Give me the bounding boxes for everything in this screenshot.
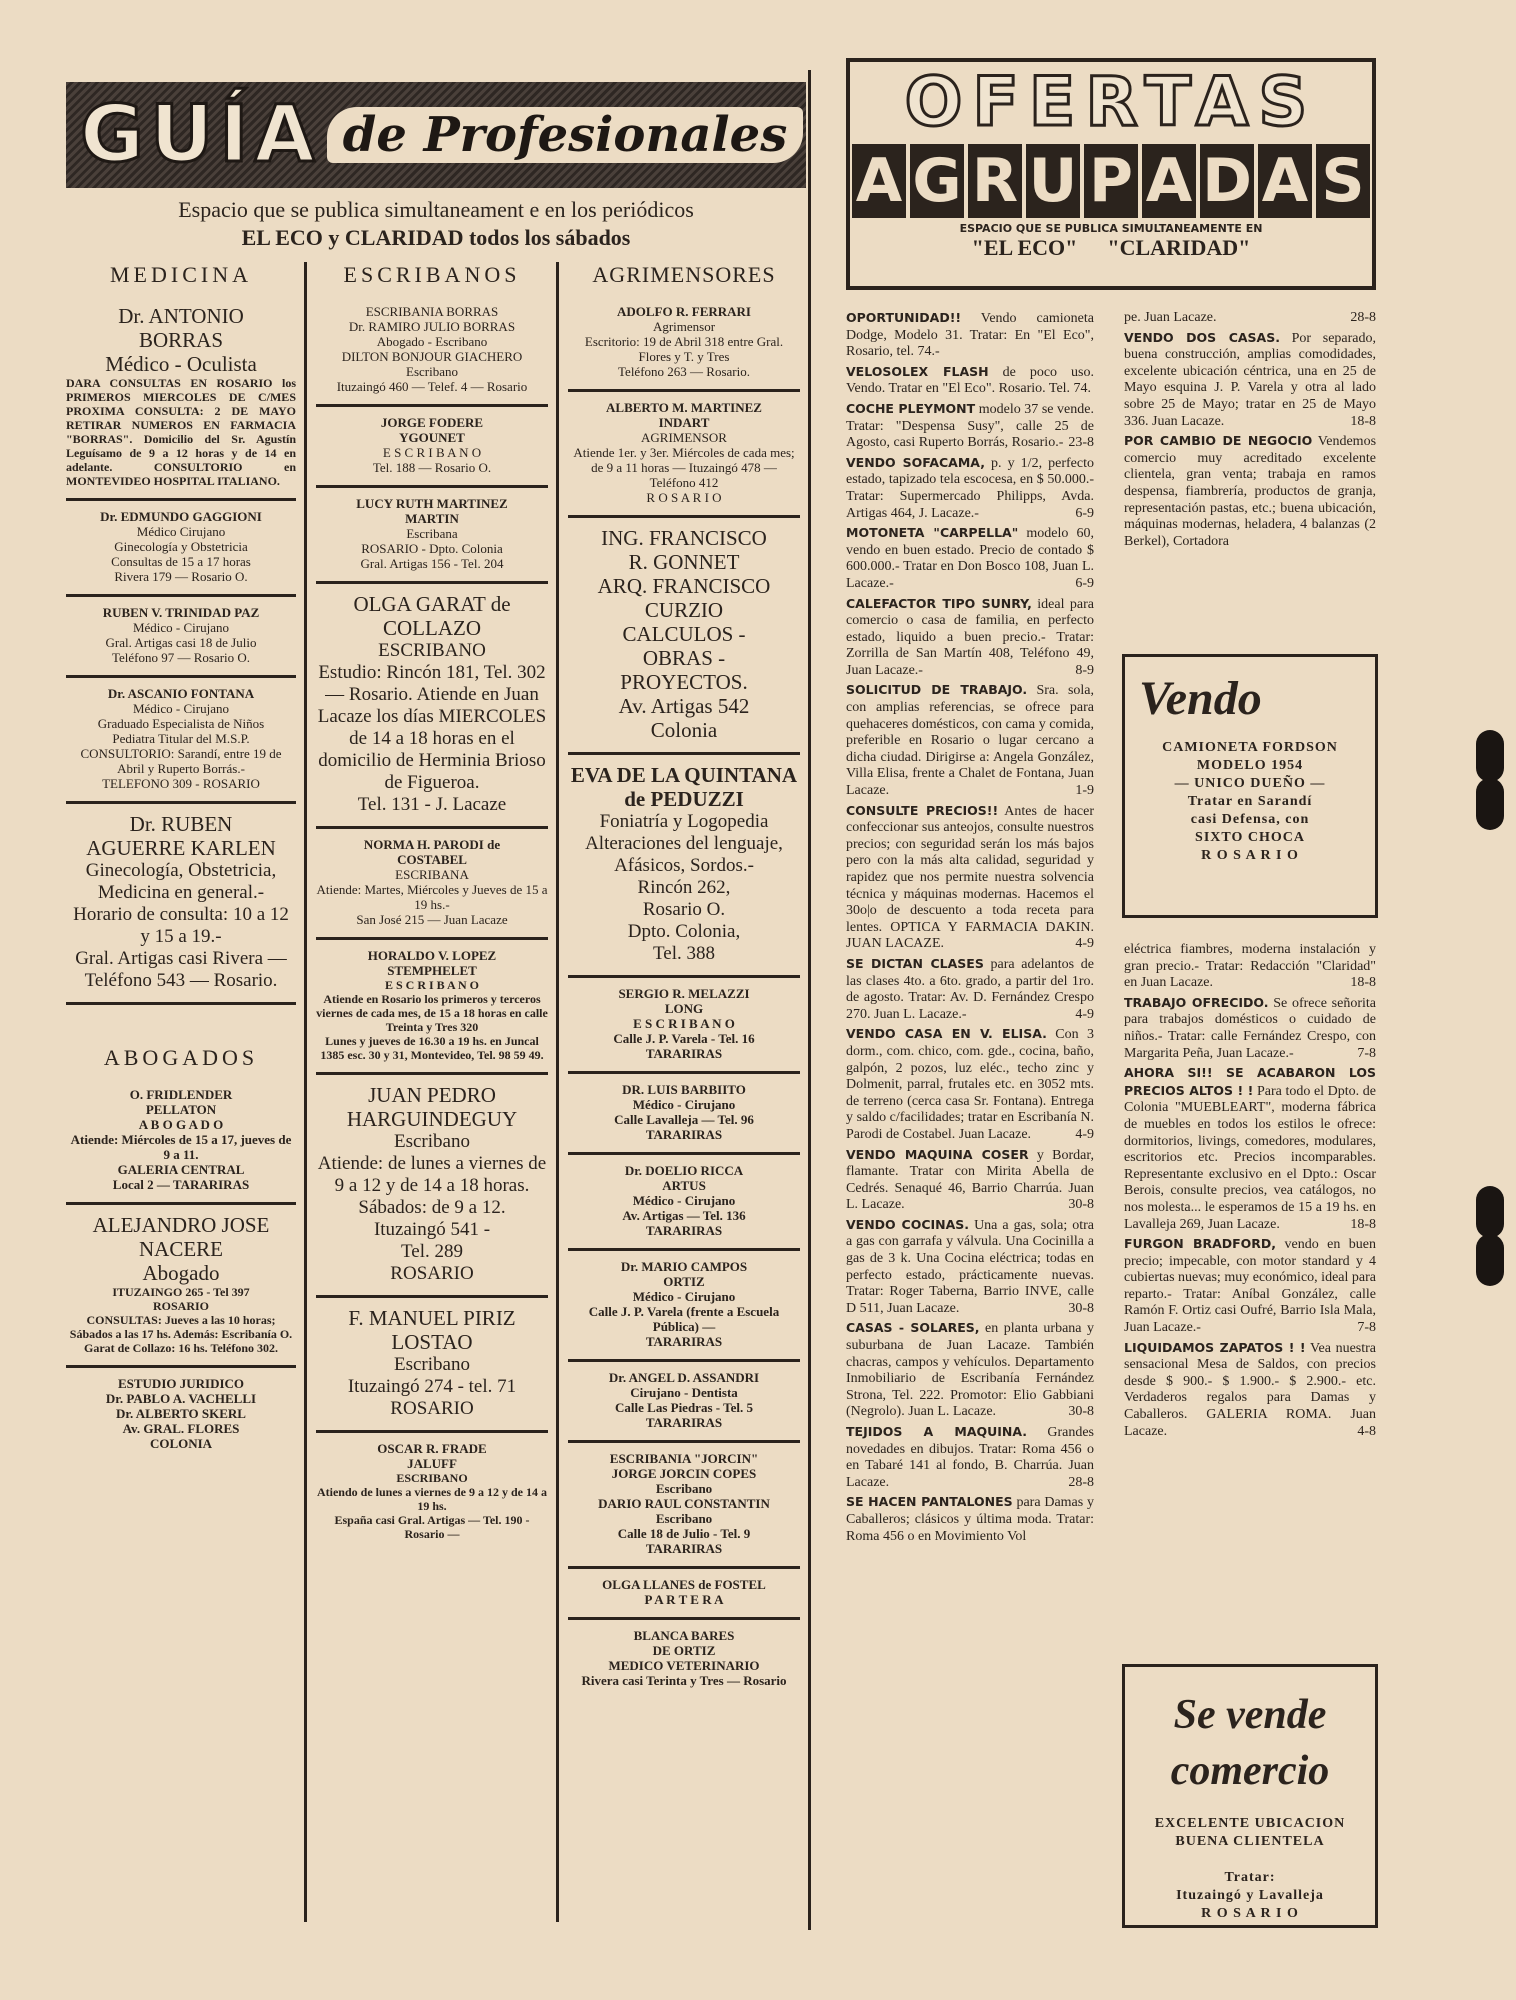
classified-keyword: CASAS - SOLARES,	[846, 1320, 980, 1336]
classified-ad	[1124, 330, 1376, 431]
classified-ad	[1124, 942, 1376, 992]
listing-entry	[568, 296, 800, 392]
listing-name: EVA DE LA QUINTANA de PEDUZZI	[570, 763, 798, 811]
listing-entry	[66, 1079, 296, 1205]
listing-name: Dr. ASCANIO FONTANA	[107, 686, 255, 701]
listing-name: ESTUDIO JURIDICO	[117, 1376, 245, 1391]
classified-ref: 18-8	[1350, 1216, 1376, 1232]
listing-body: Médico - Cirujano Gral. Artigas casi 18 de Julio Teléfono 97 — Rosario O.	[105, 620, 257, 665]
listing-name: DR. LUIS BARBIITO	[622, 1082, 746, 1097]
classified-keyword: POR CAMBIO DE NEGOCIO	[1124, 433, 1313, 449]
classified-text: vendo en buen precio; impecable, con motor standard y 4 cubiertas nuevas; muy económico, ideal para reparto.- Tratar: Aníbal González, calle Ramón F. Ortiz casi Oufré, Barrio Isla Mala, Juan Lacaze.-	[1124, 1237, 1376, 1336]
agrupadas-letter: D	[1200, 144, 1254, 218]
listing-body: A B O G A D O Atiende: Miércoles de 15 a 17, jueves de 9 a 11. GALERIA CENTRAL Local 2 — TARARIRAS	[70, 1117, 292, 1192]
listing-name: ADOLFO R. FERRARI	[617, 304, 751, 319]
listing-name: SERGIO R. MELAZZI LONG	[618, 986, 750, 1016]
classified-keyword: TEJIDOS A MAQUINA.	[846, 1424, 1028, 1439]
classified-keyword: VENDO DOS CASAS.	[1124, 329, 1280, 345]
listing-body: P A R T E R A	[644, 1592, 724, 1607]
classified-ad	[846, 1026, 1094, 1143]
listing-entry	[316, 1075, 548, 1298]
agrupadas-letter: A	[1142, 144, 1196, 218]
classified-ref: 23-8	[1068, 435, 1094, 451]
agrupadas-letter: A	[852, 144, 906, 218]
listing-name: ALEJANDRO JOSE NACERE	[92, 1213, 270, 1261]
listing-body: MEDICO VETERINARIO Rivera casi Terinta y Tres — Rosario	[581, 1658, 787, 1688]
listing-name: OLGA LLANES de FOSTEL	[602, 1577, 766, 1592]
guia-subtitle-line2: EL ECO y CLARIDAD todos los sábados	[241, 225, 631, 250]
listing-entry	[568, 1251, 800, 1362]
listing-entry	[66, 678, 296, 804]
listing-entry	[316, 1298, 548, 1433]
agrupadas-letter: A	[1258, 144, 1312, 218]
listing-entry	[568, 518, 800, 755]
agrupadas-letter: U	[1026, 144, 1080, 218]
classified-text: Sra. sola, con amplias referencias, se ofrece para quehaceres domésticos, con cama y comida, preferible en Rosario o lugar cercano a dicha ciudad. Dirigirse a: Angela González, Villa Elisa, frente a Chalet de Fontana, Juan Lacaze.	[846, 683, 1094, 799]
ofertas-title: OFERTAS	[904, 63, 1318, 142]
listing-body: ESCRIBANO Atiendo de lunes a viernes de 9 a 12 y de 14 a 19 hs. España casi Gral. Artigas — Tel. 190 - Rosario —	[316, 1471, 547, 1541]
listing-body: Escribano	[394, 1131, 470, 1152]
classified-ref: 7-8	[1357, 1320, 1376, 1336]
listing-entry	[316, 407, 548, 488]
classifieds-column-1	[846, 310, 1094, 1548]
classified-text: Vendo camioneta Dodge, Modelo 31. Tratar: En "El Eco", Rosario, tel. 74.-	[846, 311, 1094, 360]
listing-body: Escribana ROSARIO - Dpto. Colonia Gral. Artigas 156 - Tel. 204	[360, 526, 504, 571]
classifieds-column-2-top	[1124, 310, 1376, 553]
ofertas-note: ESPACIO QUE SE PUBLICA SIMULTANEAMENTE EN	[959, 222, 1263, 235]
listing-body: Foniatría y Logopedia Alteraciones del lenguaje, Afásicos, Sordos.- Rincón 262, Rosario O. Dpto. Colonia, Tel. 388	[585, 811, 783, 964]
classified-keyword: SE HACEN PANTALONES	[846, 1494, 1013, 1510]
listing-body: Médico - Cirujano Graduado Especialista de Niños Pediatra Titular del M.S.P. CONSULTORIO: Sarandí, entre 19 de Abril y Ruperto Borrás.- TELEFONO 309 - ROSARIO	[80, 701, 282, 791]
classified-keyword: COCHE PLEYMONT	[846, 400, 976, 416]
listing-extra: DARA CONSULTAS EN ROSARIO los PRIMEROS MIERCOLES DE C/MES PROXIMA CONSULTA: 2 DE MAYO RETIRAR NUMEROS EN FARMACIA "BORRAS". Domicilio del Sr. Agustín Leguísamo de 9 a 12 horas y de 14 en adelante. CONSULTORIO en MONTEVIDEO HOSPITAL ITALIANO.	[66, 376, 296, 488]
listing-name: RUBEN V. TRINIDAD PAZ	[102, 605, 260, 620]
classified-keyword: FURGON BRADFORD,	[1124, 1236, 1277, 1252]
agrupadas-letter: G	[910, 144, 964, 218]
listing-name: JUAN PEDRO HARGUINDEGUY	[346, 1083, 518, 1131]
agrupadas-letter: S	[1316, 144, 1370, 218]
listing-extra: ITUZAINGO 265 - Tel 397 ROSARIO CONSULTAS: Jueves a las 10 horas; Sábados a las 17 hs. Además: Escribanía O. Garat de Collazo: 16 hs. Teléfono 302.	[69, 1285, 293, 1355]
listing-body: E S C R I B A N O Atiende en Rosario los primeros y terceros viernes de cada mes, de 15 a 18 horas en calle Treinta y Tres 320 Lunes y jueves de 16.30 a 19 hs. en Juncal 1385 esc. 30 y 31, Montevideo, Tel. 98 59 49.	[316, 978, 548, 1062]
guia-subtitle	[66, 196, 806, 252]
classified-ref: 8-9	[1075, 662, 1094, 678]
ad-se-vende-comercio	[1122, 1664, 1378, 1928]
classified-ad	[846, 364, 1094, 398]
listing-body: Ginecología, Obstetricia, Medicina en general.- Horario de consulta: 10 a 12 y 15 a 19.- Gral. Artigas casi Rivera — Teléfono 543 — Rosario.	[73, 860, 289, 991]
listing-name: Dr. ANTONIO BORRAS	[118, 304, 244, 352]
listing-body: Agrimensor Escritorio: 19 de Abril 318 entre Gral. Flores y T. y Tres Teléfono 263 — Rosario.	[584, 319, 784, 379]
paper-el-eco: "EL ECO"	[971, 235, 1078, 260]
ad-comercio-text: EXCELENTE UBICACION BUENA CLIENTELA Tratar: Ituzaingó y Lavalleja R O S A R I O	[1154, 1816, 1346, 1921]
listing-entry	[66, 1205, 296, 1368]
listing-entry	[316, 488, 548, 584]
classified-ad	[1124, 433, 1376, 550]
listing-body: Médico - Oculista	[105, 352, 257, 376]
listing-entry	[568, 1155, 800, 1251]
classified-text: Con 3 dorm., com. chico, com. gde., cocina, baño, galpón, 2 pozos, luz eléc., techo zinc y Dolmenit, parral, frutales etc. en 3052 mts. de terreno (cerca casa Sr. Fontana). Entrega y saldo c/facilidades; tratar en Escribanía N. Parodi de Costabel. Juan Lacaze.	[846, 1027, 1095, 1142]
agrimensores-column	[568, 262, 800, 1698]
classified-text: y Bordar, flamante. Tratar con Mirita Abella de Cedrés. Senaqué 46, Barrio Charrúa. Juan L. Lacaze.	[846, 1147, 1094, 1213]
listing-extra: Atiende: de lunes a viernes de 9 a 12 y de 14 a 18 horas. Sábados: de 9 a 12. Ituzaingó 541 - Tel. 289 ROSARIO	[317, 1153, 547, 1284]
listing-name: OSCAR R. FRADE JALUFF	[377, 1441, 487, 1471]
listing-name: Dr. MARIO CAMPOS ORTIZ	[620, 1259, 748, 1289]
listing-entry	[316, 940, 548, 1075]
agrimensores-heading: AGRIMENSORES	[592, 262, 776, 287]
classified-keyword: TRABAJO OFRECIDO.	[1124, 994, 1269, 1010]
ad-comercio-title: Se vende comercio	[1170, 1692, 1330, 1794]
classified-ref: 7-8	[1357, 1045, 1376, 1061]
listing-name: ING. FRANCISCO R. GONNET ARQ. FRANCISCO CURZIO	[597, 526, 771, 622]
classifieds-column-2-middle	[1124, 942, 1376, 1443]
ad-vendo-title: Vendo	[1139, 672, 1262, 725]
listing-name: F. MANUEL PIRIZ LOSTAO	[348, 1306, 516, 1354]
classified-text: para Damas y Caballeros; clásicos y última moda. Tratar: Roma 456 o en Movimiento Vol	[846, 1495, 1095, 1544]
agrupadas-letter: R	[968, 144, 1022, 218]
classified-text: ideal para comercio o casa de familia, en perfecto estado, liquido a buen precio.- Tratar: Zorrilla de San Martín 408, Teléfono 49, Juan Lacaze.-	[846, 596, 1095, 678]
classified-ad	[846, 455, 1094, 522]
classified-ref: 4-9	[1075, 1126, 1094, 1142]
listing-name: NORMA H. PARODI de COSTABEL	[363, 837, 501, 867]
classified-keyword: SE DICTAN CLASES	[846, 955, 984, 971]
listing-body: CALCULOS - OBRAS - PROYECTOS. Av. Artigas 542 Colonia	[618, 622, 750, 742]
classified-ref: 4-9	[1075, 1006, 1094, 1022]
classified-text: modelo 60, vendo en buen estado. Precio de contado $ 600.000.- Tratar en Don Bosco 108, Juan L. Lacaze.-	[846, 526, 1094, 591]
classified-ad	[1124, 1340, 1376, 1441]
column-rule	[556, 262, 559, 1922]
listing-body: E S C R I B A N O Calle J. P. Varela - Tel. 16 TARARIRAS	[613, 1016, 755, 1061]
listing-entry	[568, 1443, 800, 1569]
listing-entry	[316, 296, 548, 407]
guia-title-word: GUÍA	[80, 90, 321, 180]
ad-vendo-text: CAMIONETA FORDSON MODELO 1954 — UNICO DUEÑO — Tratar en Sarandí casi Defensa, con SIXTO CHOCA R O S A R I O	[1162, 740, 1338, 863]
classified-keyword: AHORA SI!! SE ACABARON LOS PRECIOS ALTOS ! !	[1124, 1065, 1376, 1098]
escribanos-column	[316, 262, 548, 1551]
escribanos-heading: ESCRIBANOS	[343, 262, 521, 287]
classified-ad	[846, 956, 1094, 1023]
column-rule	[304, 262, 307, 1922]
listing-body: Abogado	[142, 1261, 220, 1285]
classified-text: pe. Juan Lacaze.	[1124, 310, 1217, 325]
classified-ad	[846, 525, 1094, 592]
binder-hole	[1476, 730, 1504, 782]
binder-hole	[1476, 1234, 1504, 1286]
listing-entry	[316, 584, 548, 829]
classified-text: p. y 1/2, perfecto estado, tapizado tela escocesa, en $ 50.000.- Tratar: Supermercado Philipps, Avda. Artigas 464, J. Lacaze.-	[846, 455, 1094, 521]
ofertas-banner	[846, 58, 1376, 290]
listing-name: LUCY RUTH MARTINEZ MARTIN	[356, 496, 508, 526]
binder-hole	[1476, 1186, 1504, 1238]
listing-entry	[66, 597, 296, 678]
medicina-heading: MEDICINA	[110, 262, 252, 287]
classified-text: Antes de hacer confeccionar sus anteojos, consulte nuestros precios; con seguridad serán los más bajos pero con la más alta calidad, seguridad y rapidez que nos permite nuestra solvencia técnica y máquinas modernas. Hacemos el 30o|o de descuento a toda receta para lentes. OPTICA Y FARMACIA DAKIN. JUAN LACAZE.	[846, 803, 1094, 952]
classified-ref: 1-9	[1075, 783, 1094, 799]
binder-hole	[1476, 778, 1504, 830]
guia-banner	[66, 82, 806, 188]
classified-text: de poco uso. Vendo. Tratar en "El Eco". Rosario. Tel. 74.	[846, 364, 1094, 397]
listing-entry	[568, 755, 800, 978]
classified-ad	[846, 1494, 1094, 1545]
listing-entry	[568, 1620, 800, 1698]
listing-body: Dr. RAMIRO JULIO BORRAS Abogado - Escribano DILTON BONJOUR GIACHERO Escribano Ituzaingó 460 — Telef. 4 — Rosario	[336, 319, 528, 394]
listing-body: Cirujano - Dentista Calle Las Piedras - Tel. 5 TARARIRAS	[615, 1385, 753, 1430]
listing-name: ESCRIBANIA "JORCIN" JORGE JORCIN COPES	[609, 1451, 759, 1481]
classified-keyword: CONSULTE PRECIOS!!	[846, 802, 999, 818]
classified-text: Vea nuestra sensacional Mesa de Saldos, con precios desde $ 900.- $ 1.900.- $ 2.900.- etc. Verdaderos regalos para Damas y Caballeros. GALERIA ROMA. Juan Lacaze.	[1124, 1340, 1377, 1439]
listing-entry	[316, 1433, 548, 1551]
listing-name: OLGA GARAT de COLLAZO	[353, 592, 511, 640]
medicina-column	[66, 262, 296, 1461]
listing-body: Dr. PABLO A. VACHELLI Dr. ALBERTO SKERL Av. GRAL. FLORES COLONIA	[105, 1391, 257, 1451]
guia-subtitle-line1: Espacio que se publica simultaneament e en los periódicos	[178, 197, 694, 222]
classified-ref: 30-8	[1068, 1197, 1094, 1213]
classified-text: eléctrica fiambres, moderna instalación y gran precio.- Tratar: Redacción "Claridad" en Juan Lacaze.	[1124, 942, 1376, 991]
listing-body: AGRIMENSOR Atiende 1er. y 3er. Miércoles de cada mes; de 9 a 11 horas — Ituzaingó 478 — Teléfono 412 R O S A R I O	[573, 430, 795, 505]
listing-entry	[66, 1368, 296, 1461]
classified-keyword: LIQUIDAMOS ZAPATOS ! !	[1124, 1339, 1306, 1355]
ad-vendo-camioneta	[1122, 654, 1378, 918]
classified-ref: 30-8	[1068, 1300, 1094, 1316]
classified-ref: 28-8	[1350, 310, 1376, 325]
guia-title-script: de Profesionales	[327, 107, 803, 163]
listing-name: BLANCA BARES DE ORTIZ	[633, 1628, 735, 1658]
listing-entry	[66, 501, 296, 597]
classified-ref: 6-9	[1075, 505, 1094, 521]
classified-ref: 4-9	[1075, 936, 1094, 952]
listing-extra: Estudio: Rincón 181, Tel. 302 — Rosario. Atiende en Juan Lacaze los días MIERCOLES de 14 a 18 horas en el domicilio de Herminia Brioso de Figueroa. Tel. 131 - J. Lacaze	[317, 662, 547, 815]
classified-ad	[1124, 1065, 1376, 1233]
listing-body: ESCRIBANA Atiende: Martes, Miércoles y Jueves de 15 a 19 hs.- San José 215 — Juan Lacaze	[316, 867, 548, 927]
paper-claridad: "CLARIDAD"	[1107, 235, 1251, 260]
classified-ref: 18-8	[1350, 413, 1376, 429]
classified-ad	[846, 682, 1094, 799]
listing-name: Dr. RUBEN AGUERRE KARLEN	[86, 812, 276, 860]
classified-text: Se ofrece señorita para trabajos domésticos o cuidado de niños.- Tratar: calle Fernández Crespo, con Margarita Peña, Juan Lacaze.-	[1124, 995, 1376, 1061]
abogados-heading: ABOGADOS	[103, 1045, 259, 1070]
listing-name: ESCRIBANIA BORRAS	[365, 304, 499, 319]
classified-ref: 28-8	[1068, 1474, 1094, 1490]
classified-keyword: MOTONETA "CARPELLA"	[846, 525, 1019, 541]
ofertas-papers	[850, 235, 1372, 261]
listing-entry	[568, 1362, 800, 1443]
classified-text: modelo 37 se vende. Tratar: "Despensa Susy", calle 25 de Agosto, casi Ruperto Borrás, Rosario.-	[846, 401, 1094, 451]
listing-name: Dr. DOELIO RICCA ARTUS	[624, 1163, 744, 1193]
classified-keyword: VENDO SOFACAMA,	[846, 454, 985, 470]
listing-entry	[316, 829, 548, 940]
classified-ad	[846, 1424, 1094, 1491]
listing-entry	[568, 1569, 800, 1620]
classified-text: para adelantos de las clases 4to. a 6to. grado, a partir del 1ro. de agosto. Tratar: Av. D. Fernández Crespo 270. Juan L. Lacaze.-	[846, 956, 1094, 1022]
column-rule	[808, 70, 811, 1930]
listing-body: E S C R I B A N O Tel. 188 — Rosario O.	[372, 445, 492, 475]
classified-keyword: CALEFACTOR TIPO SUNRY,	[846, 595, 1032, 611]
classified-text: Por separado, buena construcción, amplias comodidades, excelente ubicación céntrica, una en 25 de Mayo esquina J. P. Varela y otra al lado sobre 25 de Mayo; tratar en 25 de Mayo 336. Juan Lacaze.	[1124, 330, 1376, 429]
classified-ad	[846, 596, 1094, 680]
classified-ad	[846, 803, 1094, 953]
listing-body: Médico - Cirujano Calle Lavalleja — Tel. 96 TARARIRAS	[614, 1097, 754, 1142]
listing-body: ESCRIBANO	[378, 640, 486, 661]
classified-keyword: VELOSOLEX FLASH	[846, 363, 989, 379]
listing-name: ALBERTO M. MARTINEZ INDART	[606, 400, 762, 430]
listing-body: Escribano Ituzaingó 274 - tel. 71 ROSARIO	[347, 1354, 517, 1419]
classified-text: Una a gas, sola; otra a gas con garrafa y válvula. Una Cocinilla a gas de 3 k. Una Cocina eléctrica; todas en perfecto estado, prácticamente nuevas. Tratar: Roger Taberna, Barrio INVE, calle D 511, Juan Lacaze.	[846, 1217, 1094, 1316]
classified-ref: 4-8	[1357, 1423, 1376, 1439]
listing-name: Dr. EDMUNDO GAGGIONI	[100, 509, 262, 524]
classified-text: Vendemos comercio muy acreditado excelente clientela, gran venta; trabaja en ramos despensa, fiambrería, productos de granja, representación pastas, etc.; buena ubicación, máquinas modernas, heladera, 4 balanzas (2 Berkel), Cortadora	[1124, 434, 1377, 549]
classified-text: Para todo el Dpto. de Colonia "MUEBLEART", moderna fábrica de muebles en todos los estilos le ofrece: dormitorios, livings, comedores, modulares, escritorios etc. Precios incomparables. Representante exclusivo en el Dpto.: Oscar Berois, consulte precios, vea catálogos, no nos molesta... le esperamos de 15 a 19 hs. en Lavalleja 269, Juan Lacaze.	[1124, 1083, 1377, 1232]
agrupadas-letter: P	[1084, 144, 1138, 218]
classified-text: Grandes novedades en dibujos. Tratar: Roma 456 o en Tabaré 141 al fondo, B. Charrúa. Juan Lacaze.	[846, 1425, 1094, 1490]
classified-ad	[846, 1217, 1094, 1318]
listing-name: HORALDO V. LOPEZ STEMPHELET	[367, 948, 497, 978]
listing-entry	[66, 804, 296, 1005]
classified-ref: 18-8	[1350, 975, 1376, 991]
listing-name: JORGE FODERE YGOUNET	[380, 415, 484, 445]
classified-ad	[846, 1320, 1094, 1421]
listing-name: O. FRIDLENDER PELLATON	[129, 1087, 233, 1117]
classified-keyword: VENDO CASA EN V. ELISA.	[846, 1026, 1047, 1042]
classified-ad	[846, 310, 1094, 361]
classified-keyword: VENDO COCINAS.	[846, 1216, 970, 1232]
classified-ref: 30-8	[1068, 1404, 1094, 1420]
classified-ad	[1124, 310, 1376, 327]
listing-entry	[568, 978, 800, 1074]
classified-text: en planta urbana y suburbana de Juan Lacaze. También chacras, campos y vehículos. Departamento Inmobiliario de Escribanía Fernández Strona, Tel. 222. Promotor: Elio Gabbiani (Negrolo). Juan L. Lacaze.	[846, 1321, 1094, 1420]
agrupadas-title	[850, 144, 1372, 218]
listing-body: Médico - Cirujano Calle J. P. Varela (frente a Escuela Pública) — TARARIRAS	[588, 1289, 780, 1349]
classified-ad	[846, 401, 1094, 452]
classified-keyword: OPORTUNIDAD!!	[846, 310, 962, 325]
listing-body: Escribano DARIO RAUL CONSTANTIN Escribano Calle 18 de Julio - Tel. 9 TARARIRAS	[598, 1481, 770, 1556]
listing-entry	[568, 392, 800, 518]
classified-keyword: SOLICITUD DE TRABAJO.	[846, 682, 1028, 698]
listing-body: Médico Cirujano Ginecología y Obstetricia Consultas de 15 a 17 horas Rivera 179 — Rosario O.	[111, 524, 251, 584]
listing-body: Médico - Cirujano Av. Artigas — Tel. 136 TARARIRAS	[622, 1193, 746, 1238]
classified-ad	[846, 1147, 1094, 1214]
classified-ad	[1124, 995, 1376, 1062]
listing-entry	[66, 296, 296, 501]
classified-keyword: VENDO MAQUINA COSER	[846, 1146, 1029, 1162]
classified-ref: 6-9	[1075, 575, 1094, 591]
classified-ad	[1124, 1236, 1376, 1337]
listing-name: Dr. ANGEL D. ASSANDRI	[608, 1370, 760, 1385]
listing-entry	[568, 1074, 800, 1155]
